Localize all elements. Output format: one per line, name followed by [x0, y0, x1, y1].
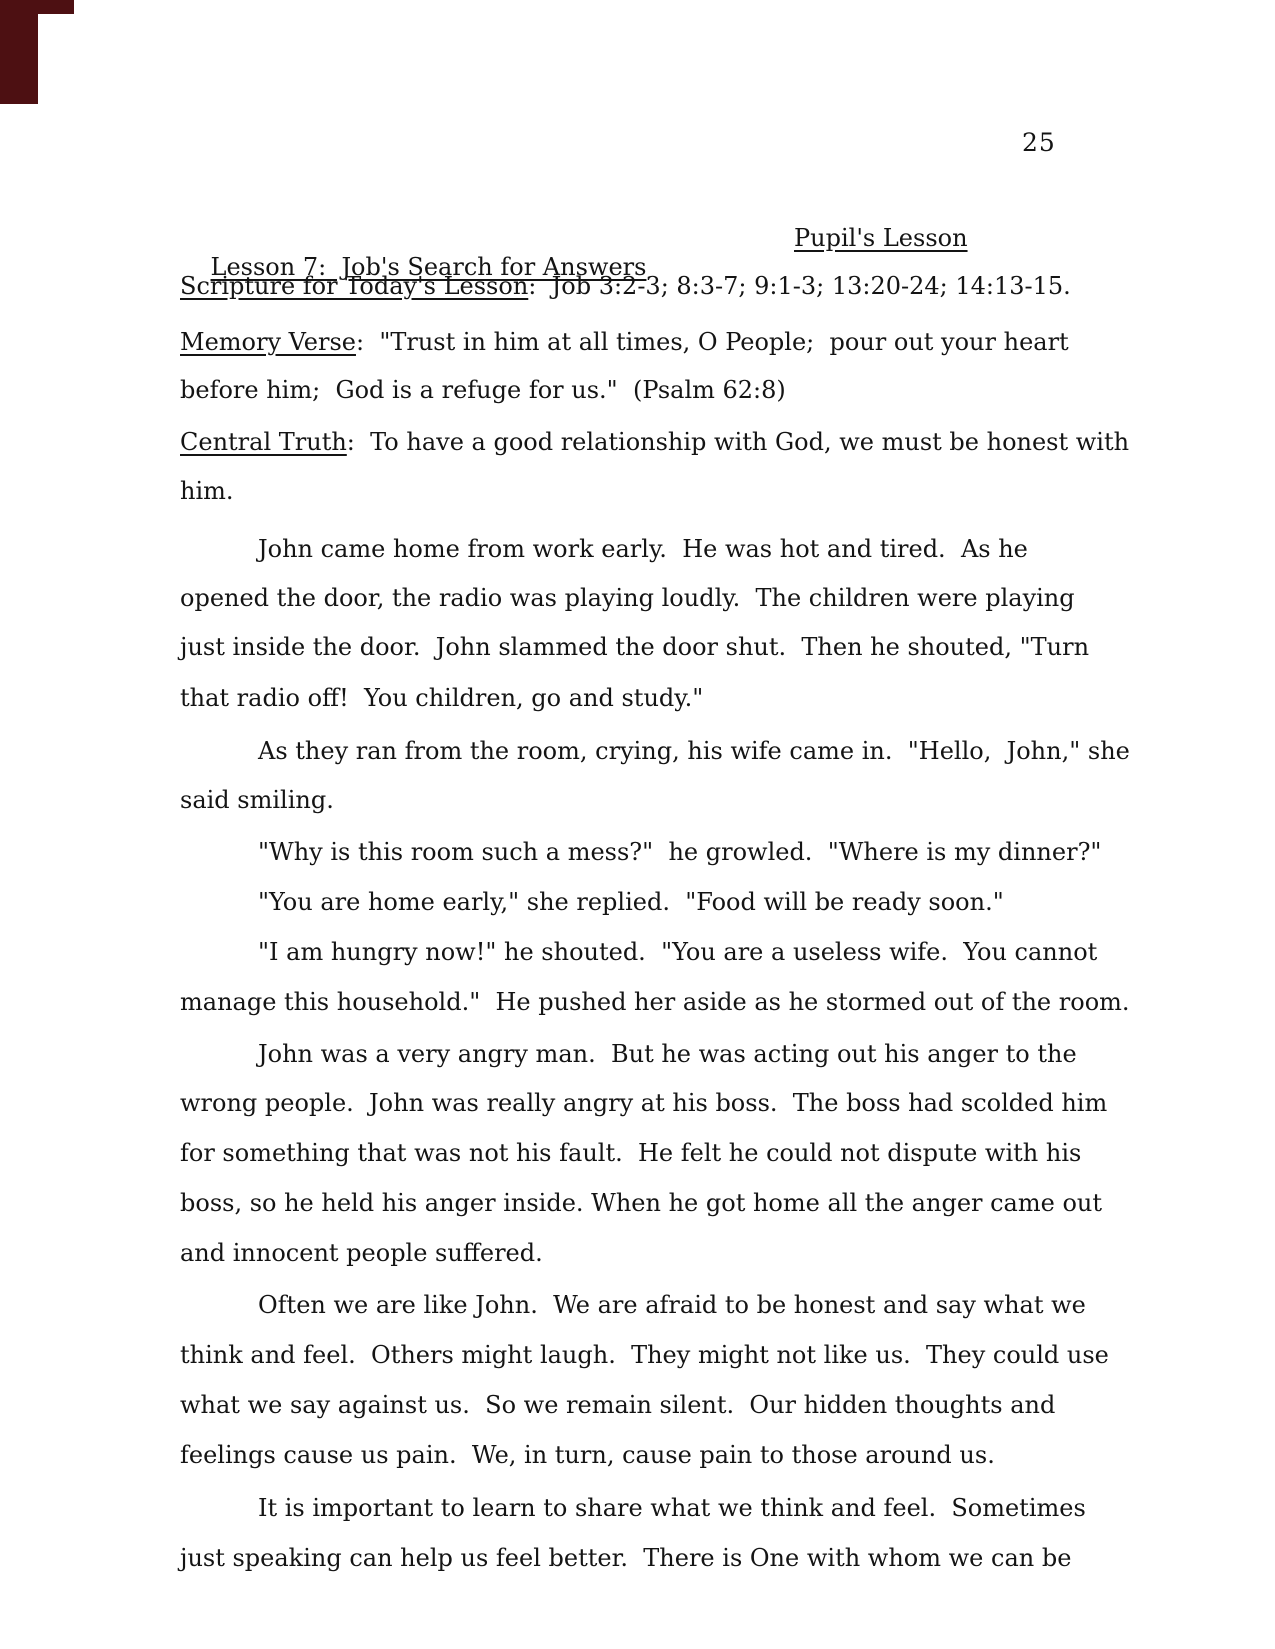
- text-line: [258, 838, 1101, 867]
- line-text: just inside the door. John slammed the door shut. Then he shouted, "Turn: [180, 633, 1090, 661]
- line-text: "Why is this room such a mess?" he growled. "Where is my dinner?": [258, 838, 1102, 866]
- text-line: [180, 376, 786, 405]
- line-text: opened the door, the radio was playing loudly. The children were playing: [180, 584, 1075, 612]
- text-line: [258, 1494, 1086, 1523]
- line-text: said smiling.: [180, 786, 334, 814]
- line-text: wrong people. John was really angry at his boss. The boss had scolded him: [180, 1089, 1108, 1117]
- text-line: [180, 988, 1130, 1017]
- line-text: John was a very angry man. But he was acting out his anger to the: [258, 1040, 1077, 1068]
- text-line: [180, 328, 1069, 357]
- text-line: [180, 633, 1089, 662]
- text-line: [180, 1189, 1102, 1218]
- text-line: [180, 1544, 1071, 1573]
- text-line: [180, 684, 703, 713]
- line-text: for something that was not his fault. He felt he could not dispute with his: [180, 1139, 1082, 1167]
- scan-corner-artifact: [0, 0, 38, 104]
- line-text: : To have a good relationship with God, we must be honest with: [346, 428, 1130, 456]
- line-text: him.: [180, 477, 234, 505]
- line-text: Often we are like John. We are afraid to be honest and say what we: [258, 1291, 1086, 1319]
- line-text: John came home from work early. He was hot and tired. As he: [258, 535, 1028, 563]
- line-text: that radio off! You children, go and study.": [180, 684, 704, 712]
- line-text: boss, so he held his anger inside. When he got home all the anger came out: [180, 1189, 1103, 1217]
- lesson-type-label: Pupil's Lesson: [794, 224, 968, 252]
- text-line: [180, 428, 1129, 457]
- section-label: Central Truth: [180, 428, 347, 456]
- page-number: 25: [1022, 128, 1056, 157]
- lesson-title: Lesson 7: Job's Search for Answers: [210, 252, 647, 281]
- line-text: As they ran from the room, crying, his wife came in. "Hello, John," she: [258, 737, 1130, 765]
- line-text: before him; God is a refuge for us." (Psalm 62:8): [180, 376, 786, 404]
- text-line: [180, 1139, 1081, 1168]
- text-line: [258, 888, 1004, 917]
- text-line: [180, 272, 1071, 301]
- line-text: manage this household." He pushed her aside as he stormed out of the room.: [180, 988, 1130, 1016]
- line-text: : "Trust in him at all times, O People; pour out your heart: [355, 328, 1069, 356]
- text-line: [180, 477, 234, 506]
- text-line: [180, 1089, 1107, 1118]
- line-text: "I am hungry now!" he shouted. "You are a useless wife. You cannot: [258, 938, 1098, 966]
- text-line: [258, 737, 1130, 766]
- text-line: [258, 535, 1028, 564]
- line-text: : Job 3:2-3; 8:3-7; 9:1-3; 13:20-24; 14:13-15.: [528, 272, 1071, 300]
- text-line: [180, 1239, 543, 1268]
- line-text: think and feel. Others might laugh. They might not like us. They could use: [180, 1341, 1109, 1369]
- text-line: [180, 1391, 1055, 1420]
- text-line: [180, 1441, 995, 1470]
- text-line: [180, 584, 1075, 613]
- line-text: and innocent people suffered.: [180, 1239, 543, 1267]
- line-text: It is important to learn to share what we think and feel. Sometimes: [258, 1494, 1086, 1522]
- text-line: [180, 1341, 1109, 1370]
- text-line: [258, 1040, 1077, 1069]
- section-label: Scripture for Today's Lesson: [180, 272, 529, 300]
- text-line: [258, 1291, 1086, 1320]
- text-line: [180, 786, 334, 815]
- line-text: "You are home early," she replied. "Food will be ready soon.": [258, 888, 1004, 916]
- section-label: Memory Verse: [180, 328, 356, 356]
- text-line: [258, 938, 1097, 967]
- line-text: just speaking can help us feel better. There is One with whom we can be: [180, 1544, 1072, 1572]
- scan-corner-artifact: [0, 0, 74, 14]
- line-text: what we say against us. So we remain silent. Our hidden thoughts and: [180, 1391, 1056, 1419]
- line-text: feelings cause us pain. We, in turn, cause pain to those around us.: [180, 1441, 995, 1469]
